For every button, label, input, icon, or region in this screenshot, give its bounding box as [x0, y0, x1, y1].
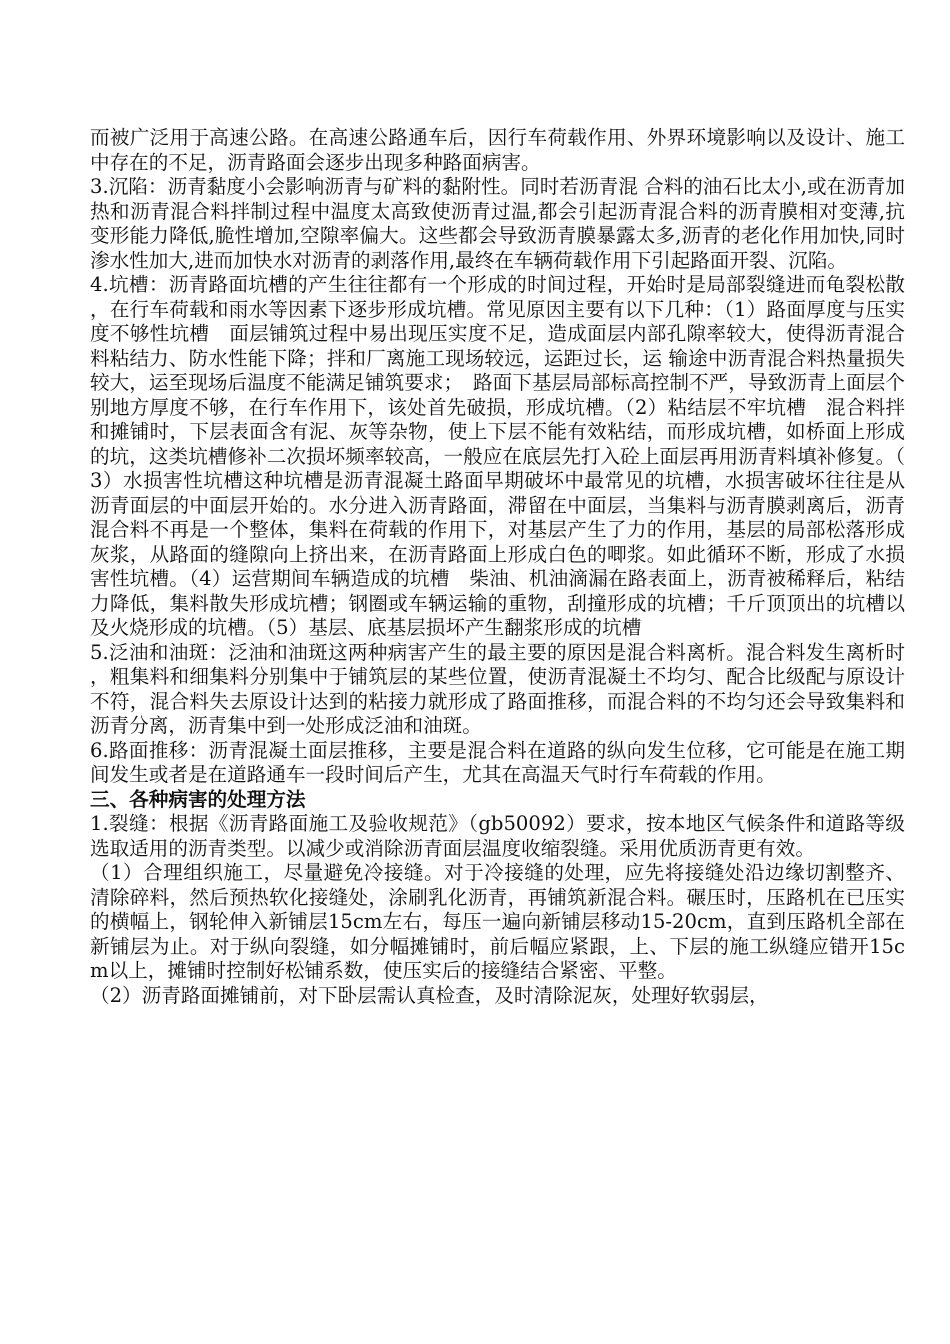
section-heading: 三、各种病害的处理方法	[90, 787, 306, 811]
paragraph-cracks: 1.裂缝：根据《沥青路面施工及验收规范》（gb50092）要求，按本地区气候条件和道路等级选取适用的沥青类型。以减少或消除沥青面层温度收缩裂缝。采用优质沥青更有效。	[90, 812, 905, 860]
paragraph-cracks-item-2: （2）沥青路面摊铺前，对下卧层需认真检查，及时清除泥灰，处理好软弱层，	[90, 983, 769, 1007]
paragraph-subsidence: 3.沉陷：沥青黏度小会影响沥青与矿料的黏附性。同时若沥青混 合料的油石比太小,或在沥青加热和沥青混合料拌制过程中温度太高致使沥青过温,都会引起沥青混合料的沥青膜相对变薄,抗变形能力降低,脆性增加,空隙率偏大。这些都会导致沥青膜暴露太多,沥青的老化作用加快,同时渗水性加大,进而加快水对沥青的剥落作用,最终在车辆荷载作用下引起路面开裂、沉陷。	[90, 175, 905, 272]
paragraph-shoving: 6.路面推移：沥青混凝土面层推移，主要是混合料在道路的纵向发生位移，它可能是在施工期间发生或者是在道路通车一段时间后产生，尤其在高温天气时行车荷载的作用。	[90, 738, 905, 786]
paragraph-intro-continuation: 而被广泛用于高速公路。在高速公路通车后，因行车荷载作用、外界环境影响以及设计、施工中存在的不足，沥青路面会逐步出现多种路面病害。	[90, 126, 905, 174]
document-page	[90, 126, 905, 1008]
paragraph-bleeding: 5.泛油和油斑：泛油和油斑这两种病害产生的最主要的原因是混合料离析。混合料发生离析时，粗集料和细集料分别集中于铺筑层的某些位置，使沥青混凝土不均匀、配合比级配与原设计不符，混合料失去原设计达到的粘接力就形成了路面推移，而混合料的不均匀还会导致集料和沥青分离，沥青集中到一处形成泛油和油斑。	[90, 640, 905, 737]
paragraph-potholes: 4.坑槽：沥青路面坑槽的产生往往都有一个形成的时间过程，开始时是局部裂缝进而龟裂松散，在行车荷载和雨水等因素下逐步形成坑槽。常见原因主要有以下几种：（1）路面厚度与压实度不够性坑槽 面层铺筑过程中易出现压实度不足，造成面层内部孔隙率较大，使得沥青混合料粘结力、防水性能下降；拌和厂离施工现场较远，运距过长，运 输途中沥青混合料热量损失较大，运至现场后温度不能满足铺筑要求； 路面下基层局部标高控制不严，导致沥青上面层个别地方厚度不够，在行车作用下，该处首先破损，形成坑槽。（2）粘结层不牢坑槽 混合料拌和摊铺时，下层表面含有泥、灰等杂物，使上下层不能有效粘结，而形成坑槽，如桥面上形成的坑，这类坑槽修补二次损坏频率较高，一般应在底层先打入砼上面层再用沥青料填补修复。（3）水损害性坑槽这种坑槽是沥青混凝土路面早期破坏中最常见的坑槽，水损害破坏往往是从沥青面层的中面层开始的。水分进入沥青路面，滞留在中面层，当集料与沥青膜剥离后，沥青混合料不再是一个整体，集料在荷载的作用下，对基层产生了力的作用，基层的局部松落形成灰浆，从路面的缝隙向上挤出来，在沥青路面上形成白色的唧浆。如此循环不断，形成了水损害性坑槽。（4）运营期间车辆造成的坑槽 柴油、机油滴漏在路表面上，沥青被稀释后，粘结力降低，集料散失形成坑槽；钢圈或车辆运输的重物，刮撞形成的坑槽；千斤顶顶出的坑槽以及火烧形成的坑槽。（5）基层、底基层损坏产生翻浆形成的坑槽	[90, 273, 905, 639]
paragraph-cracks-item-1: （1）合理组织施工，尽量避免冷接缝。对于冷接缝的处理，应先将接缝处沿边缘切割整齐、清除碎料，然后预热软化接缝处，涂刷乳化沥青，再铺筑新混合料。碾压时，压路机在已压实的横幅上，钢轮伸入新铺层15cm左右，每压一遍向新铺层移动15-20cm，直到压路机全部在新铺层为止。对于纵向裂缝，如分幅摊铺时，前后幅应紧跟，上、下层的施工纵缝应错开15cm以上，摊铺时控制好松铺系数，使压实后的接缝结合紧密、平整。	[90, 861, 905, 982]
